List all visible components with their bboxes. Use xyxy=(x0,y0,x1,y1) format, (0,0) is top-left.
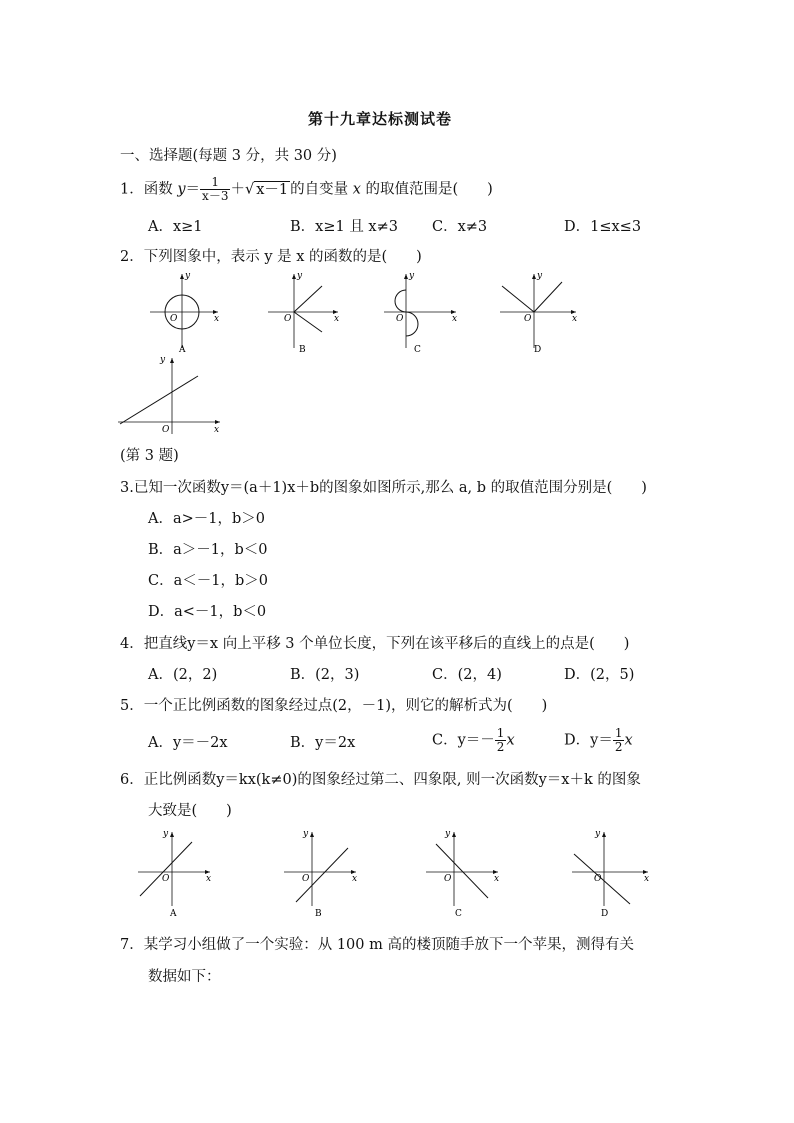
q6-graph-a xyxy=(134,826,214,920)
question-5: 5．一个正比例函数的图象经过点(2，－1)，则它的解析式为( ) xyxy=(120,698,548,714)
svg-text:y: y xyxy=(409,271,415,281)
q6-graph-d xyxy=(568,826,652,920)
svg-text:x: x xyxy=(452,314,458,324)
question-1: 1．函数 y＝ $\frac{1}{x-3}$ ＋√ x－1 的自变量 x 的取值范围是( ) xyxy=(120,175,493,203)
svg-text:O: O xyxy=(524,314,532,324)
q6-graph-b xyxy=(280,826,360,920)
question-7-line1: 7．某学习小组做了一个实验：从 100 m 高的楼顶随手放下一个苹果，测得有关 xyxy=(120,937,634,953)
q3-option-d: D．a<－1，b＜0 xyxy=(148,604,267,620)
q1-plus: ＋ xyxy=(230,181,245,198)
svg-text:x: x xyxy=(572,314,578,324)
q6-graph-b-label: B xyxy=(315,909,322,919)
q3-option-a: A．a>－1，b＞0 xyxy=(148,511,265,527)
q3-option-b: B．a＞－1，b＜0 xyxy=(148,542,268,558)
svg-text:O: O xyxy=(396,314,404,324)
q2-graph-a-label: A xyxy=(179,345,186,355)
svg-text:O: O xyxy=(162,425,170,435)
question-3: 3.已知一次函数y＝(a＋1)x＋b的图象如图所示,那么 a, b 的取值范围分别是( ) xyxy=(120,480,647,496)
svg-text:y: y xyxy=(595,829,601,839)
q5-option-b: B．y＝2x xyxy=(290,735,356,751)
svg-text:y: y xyxy=(445,829,451,839)
svg-text:y: y xyxy=(297,271,303,281)
question-6-line1: 6．正比例函数y＝kx(k≠0)的图象经过第二、四象限, 则一次函数y＝x＋k 的图象 xyxy=(120,772,641,788)
q2-graph-a xyxy=(144,268,224,356)
q6-graph-c xyxy=(422,826,502,920)
svg-text:O: O xyxy=(162,874,170,884)
q1-fraction: $\frac{1}{x-3}$ xyxy=(202,175,229,203)
section-heading: 一、选择题(每题 3 分，共 30 分) xyxy=(120,148,337,164)
question-6-line2: 大致是( ) xyxy=(148,803,232,819)
q4-option-a: A．(2，2) xyxy=(148,667,218,683)
axis-origin: O xyxy=(170,314,178,324)
svg-text:x: x xyxy=(206,874,212,884)
q6-graph-c-label: C xyxy=(455,909,462,919)
q1-option-d: D．1≤x≤3 xyxy=(564,219,642,235)
svg-text:x: x xyxy=(352,874,358,884)
svg-text:O: O xyxy=(302,874,310,884)
q1-number: 1． xyxy=(120,181,144,198)
q1-sqrt: x－1 xyxy=(256,181,289,198)
q1-post2: 的取值范围是( ) xyxy=(365,181,493,198)
svg-text:O: O xyxy=(444,874,452,884)
q1-pre: 函数 xyxy=(143,181,173,198)
svg-text:y: y xyxy=(160,355,166,365)
svg-text:y: y xyxy=(537,271,543,281)
q3-caption: (第 3 题) xyxy=(120,448,179,464)
q5-option-d: D．y＝ $\frac{1}{2}$ x xyxy=(564,726,633,754)
q1-option-b: B．x≥1 且 x≠3 xyxy=(290,219,398,235)
axis-y-label: y xyxy=(185,271,191,281)
svg-text:y: y xyxy=(163,829,169,839)
svg-text:O: O xyxy=(594,874,602,884)
axis-x-label: x xyxy=(214,314,220,324)
svg-text:O: O xyxy=(284,314,292,324)
page-title: 第十九章达标测试卷 xyxy=(308,110,453,128)
q1-post: 的自变量 xyxy=(290,181,349,198)
q3-graph xyxy=(116,352,226,436)
svg-text:x: x xyxy=(644,874,650,884)
q5-option-c: C．y＝－ $\frac{1}{2}$ x xyxy=(432,726,515,754)
q2-graph-b xyxy=(262,268,342,356)
q1-option-a: A．x≥1 xyxy=(148,219,203,235)
question-7-line2: 数据如下： xyxy=(148,969,221,985)
q6-graph-a-label: A xyxy=(170,909,177,919)
q4-option-c: C．(2，4) xyxy=(432,667,502,683)
svg-text:y: y xyxy=(303,829,309,839)
q1-option-c: C．x≠3 xyxy=(432,219,488,235)
q1-x: x xyxy=(352,181,361,198)
q1-eq: ＝ xyxy=(185,181,201,198)
q5-option-a: A．y＝－2x xyxy=(148,735,228,751)
svg-text:x: x xyxy=(334,314,340,324)
q2-graph-b-label: B xyxy=(299,345,306,355)
q4-option-b: B．(2，3) xyxy=(290,667,360,683)
q2-graph-c xyxy=(380,268,460,356)
q2-graph-d-label: D xyxy=(534,345,542,355)
q2-graph-d xyxy=(496,268,580,356)
question-4: 4．把直线y＝x 向上平移 3 个单位长度，下列在该平移后的直线上的点是( ) xyxy=(120,636,630,652)
q2-graph-c-label: C xyxy=(414,345,421,355)
q3-option-c: C．a＜－1，b＞0 xyxy=(148,573,268,589)
question-2: 2．下列图象中，表示 y 是 x 的函数的是( ) xyxy=(120,249,422,265)
svg-text:x: x xyxy=(214,425,220,435)
q1-y: y xyxy=(177,181,186,198)
q4-option-d: D．(2，5) xyxy=(564,667,635,683)
q6-graph-d-label: D xyxy=(601,909,609,919)
svg-text:x: x xyxy=(494,874,500,884)
